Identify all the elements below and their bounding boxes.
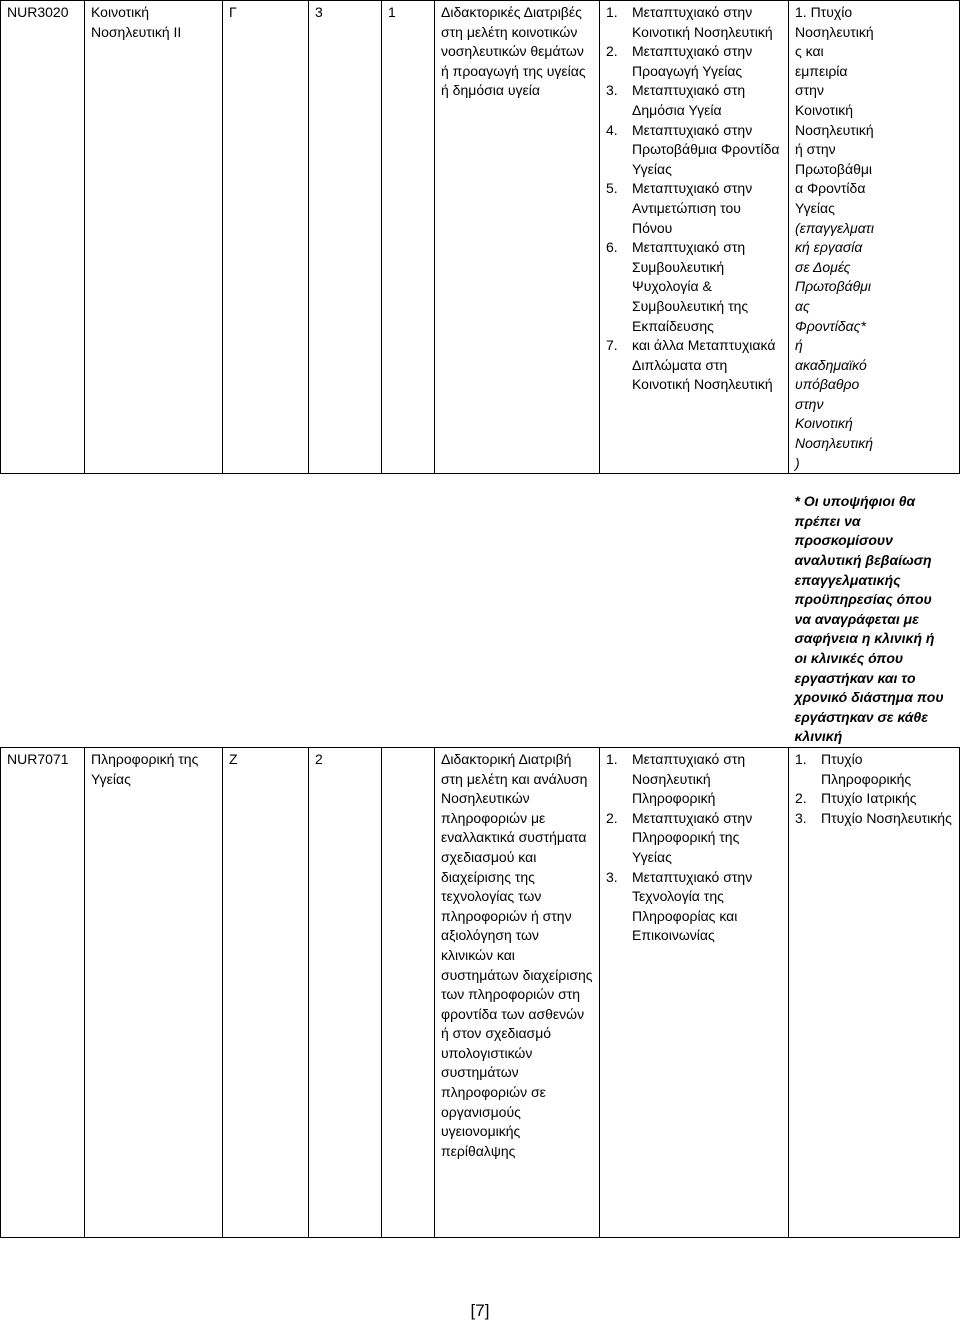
course-col5	[382, 747, 435, 1237]
course-description: Διδακτορικές Διατριβές στη μελέτη κοινοτικών νοσηλευτικών θεμάτων ή προαγωγή της υγείας ή δημόσια υγεία	[435, 1, 600, 474]
course-title: Πληροφορική της Υγείας	[85, 747, 223, 1237]
list-item: 6. Μεταπτυχιακό στη Συμβουλευτική Ψυχολογία & Συμβουλευτική της Εκπαίδευσης	[606, 239, 749, 334]
course-code: NUR7071	[1, 747, 85, 1237]
degree-line-italic: Φροντίδας*	[795, 317, 866, 334]
degree-line: Νοσηλευτική	[795, 121, 874, 138]
degree-line: Κοινοτική	[795, 101, 854, 118]
degree-line-italic: κή εργασία	[795, 239, 863, 256]
course-description: Διδακτορική Διατριβή στη μελέτη και ανάλυση Νοσηλευτικών πληροφοριών με εναλλακτικά συστήματα σχεδιασμού και διαχείρισης της τεχνολογίας των πληροφοριών ή στην αξιολόγηση των κλινικών και συστημάτων διαχείρισης των πληροφοριών στη φροντίδα των ασθενών ή στον σχεδιασμό υπολογιστικών συστημάτων πληροφοριών σε οργανισμούς υγειονομικής περίθαλψης	[435, 747, 600, 1237]
degree-line: Νοσηλευτική	[795, 23, 874, 40]
degree-line: Υγείας	[795, 199, 835, 216]
degree-line-italic: (επαγγελματι	[795, 219, 875, 236]
table-row	[1, 747, 960, 1237]
list-item: 2. Πτυχίο Ιατρικής	[795, 790, 917, 807]
degree-line-italic: Κοινοτική	[795, 415, 853, 432]
experience-note: * Οι υποψήφιοι θα πρέπει να προσκομίσουν αναλυτική βεβαίωση επαγγελματικής προϋπηρεσίας όπου να αναγράφεται με σαφήνεια η κλινική ή οι κλινικές όπου εργαστήκαν και το χρονικό διάστημα που εργάστηκαν σε κάθε κλινική	[794, 493, 944, 745]
degrees-list	[795, 750, 953, 828]
course-col4: 2	[309, 747, 382, 1237]
degree-line: ή στην	[795, 141, 836, 158]
list-item: 2. Μεταπτυχιακό στην Προαγωγή Υγείας	[606, 43, 753, 79]
course-level: Γ	[223, 1, 309, 474]
degree-line-italic: ας	[795, 297, 810, 314]
degree-line: Πρωτοβάθμι	[795, 160, 873, 177]
course-col5: 1	[382, 1, 435, 474]
degree-line-italic: )	[795, 454, 800, 471]
page-number: [7]	[470, 1301, 490, 1320]
list-item: 3. Πτυχίο Νοσηλευτικής	[795, 809, 952, 826]
degree-line: 1. Πτυχίο	[795, 4, 853, 20]
list-item: 3. Μεταπτυχιακό στη Δημόσια Υγεία	[606, 82, 746, 118]
degree-line-italic: σε Δομές	[795, 258, 851, 275]
course-col4: 3	[309, 1, 382, 474]
degree-line-italic: Νοσηλευτική	[795, 435, 873, 452]
degree-line-italic: Πρωτοβάθμι	[795, 278, 871, 295]
course-level: Ζ	[223, 747, 309, 1237]
masters-list	[606, 3, 782, 395]
list-item: 1. Πτυχίο Πληροφορικής	[795, 750, 912, 787]
degree-line: ς και	[795, 43, 824, 60]
list-item: 5. Μεταπτυχιακό στην Αντιμετώπιση του Πόνου	[606, 180, 753, 236]
degree-line-italic: ακαδημαϊκό	[795, 356, 867, 373]
degree-line-italic: στην	[795, 395, 824, 412]
masters-list-cell	[600, 747, 789, 1237]
course-code: NUR3020	[1, 1, 85, 474]
degree-line-italic: υπόβαθρο	[795, 376, 860, 393]
degree-requirements-cell	[789, 1, 960, 474]
degree-line: στην	[795, 82, 824, 99]
list-item: 1. Μεταπτυχιακό στη Νοσηλευτική Πληροφορική	[606, 750, 746, 807]
list-item: 4. Μεταπτυχιακό στην Πρωτοβάθμια Φροντίδα Υγείας	[606, 121, 780, 177]
list-item: 3. Μεταπτυχιακό στην Τεχνολογία της Πληροφορίας και Επικοινωνίας	[606, 868, 753, 944]
course-title: Κοινοτική Νοσηλευτική ΙΙ	[85, 1, 223, 474]
list-item: 1. Μεταπτυχιακό στην Κοινοτική Νοσηλευτική	[606, 4, 773, 40]
table-row	[1, 1, 960, 474]
list-item: 2. Μεταπτυχιακό στην Πληροφορική της Υγείας	[606, 809, 753, 865]
note-row	[1, 474, 960, 748]
degree-line: εμπειρία	[795, 62, 848, 79]
list-item: 7. και άλλα Μεταπτυχιακά Διπλώματα στη Κοινοτική Νοσηλευτική	[606, 337, 776, 393]
degree-line: α Φροντίδα	[795, 180, 866, 197]
masters-list-cell	[600, 1, 789, 474]
masters-list	[606, 750, 782, 946]
degree-line-italic: ή	[795, 337, 803, 354]
degree-requirements-cell	[789, 747, 960, 1237]
